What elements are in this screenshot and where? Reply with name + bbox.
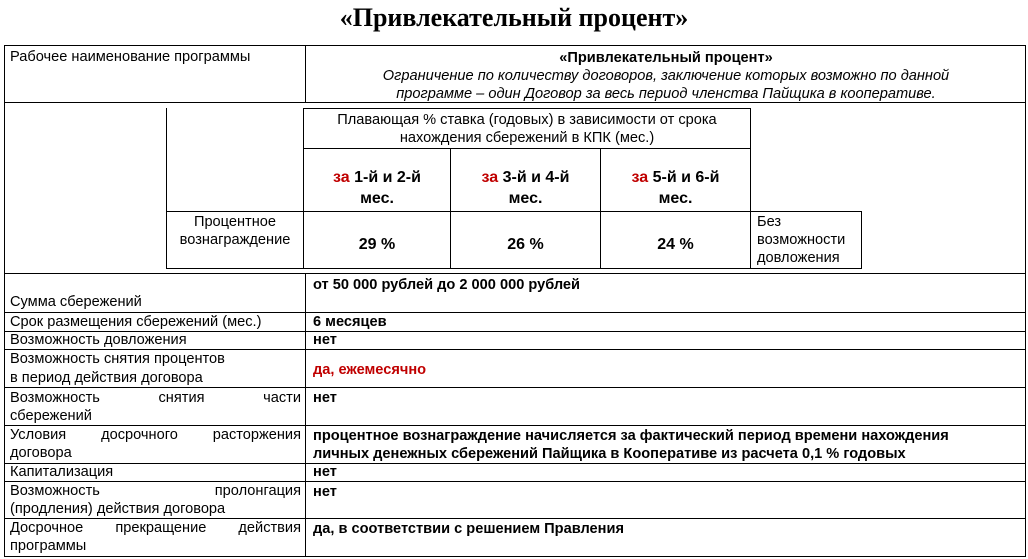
row-early-termination-value-line1: процентное вознаграждение начисляется за фактический период времени нахождения — [313, 428, 949, 444]
rate-header-line2: нахождения сбережений в КПК (мес.) — [399, 130, 655, 146]
program-note-line1: Ограничение по количеству договоров, заключение которых возможно по данной — [382, 68, 950, 84]
row-program-termination-label-line2: программы — [10, 538, 87, 554]
row-partial-withdrawal-label-line1: Возможность снятия части — [10, 390, 301, 406]
row-partial-withdrawal-label-line2: сбережений — [10, 408, 92, 424]
row-prolongation-value: нет — [313, 484, 337, 500]
program-name: «Привлекательный процент» — [559, 50, 773, 66]
row-topup-value: нет — [313, 332, 337, 348]
row-capitalization-value: нет — [313, 464, 337, 480]
row-early-termination-label-line1: Условия досрочного расторжения — [10, 427, 301, 443]
row-prolongation-label-line2: (продления) действия договора — [10, 501, 226, 517]
period-2-header: за 3-й и 4-й мес. — [481, 169, 570, 207]
rate-value-3: 24 % — [657, 236, 694, 253]
period-3-header: за 5-й и 6-й мес. — [631, 169, 720, 207]
row-prolongation-label-line1: Возможность пролонгация — [10, 483, 301, 499]
row-partial-withdrawal-value: нет — [313, 390, 337, 406]
period-1-header: за 1-й и 2-й мес. — [333, 169, 421, 207]
page-title: «Привлекательный процент» — [339, 3, 689, 32]
rate-value-1: 29 % — [358, 236, 396, 253]
row-topup-label: Возможность довложения — [10, 332, 187, 348]
rate-row-label-line1: Процентное — [193, 214, 277, 230]
row-program-termination-value: да, в соответствии с решением Правления — [313, 521, 624, 537]
program-note-line2: программе – один Договор за весь период членства Пайщика в кооперативе. — [396, 86, 936, 102]
rate-value-2: 26 % — [507, 236, 544, 253]
no-topup-note-line2: возможности — [757, 232, 846, 248]
row-term-value: 6 месяцев — [313, 314, 387, 330]
row-term-label: Срок размещения сбережений (мес.) — [10, 314, 262, 330]
row-interest-withdrawal-label-line2: в период действия договора — [10, 370, 203, 386]
row-interest-withdrawal-label-line1: Возможность снятия процентов — [10, 351, 225, 367]
row-program-termination-label-line1: Досрочное прекращение действия — [10, 520, 301, 536]
row-early-termination-value-line2: личных денежных сбережений Пайщика в Кооперативе из расчета 0,1 % годовых — [313, 446, 906, 462]
row-savings-amount-label: Сумма сбережений — [10, 294, 142, 310]
rate-header-line1: Плавающая % ставка (годовых) в зависимости от срока — [337, 112, 717, 128]
no-topup-note-line3: довложения — [757, 250, 840, 266]
row-early-termination-label-line2: договора — [10, 445, 72, 461]
no-topup-note-line1: Без — [757, 214, 782, 230]
program-label: Рабочее наименование программы — [10, 49, 251, 65]
row-capitalization-label: Капитализация — [10, 464, 114, 480]
rate-row-label-line2: вознаграждение — [179, 232, 291, 248]
row-savings-amount-value: от 50 000 рублей до 2 000 000 рублей — [313, 277, 581, 293]
row-interest-withdrawal-value: да, ежемесячно — [313, 362, 427, 378]
